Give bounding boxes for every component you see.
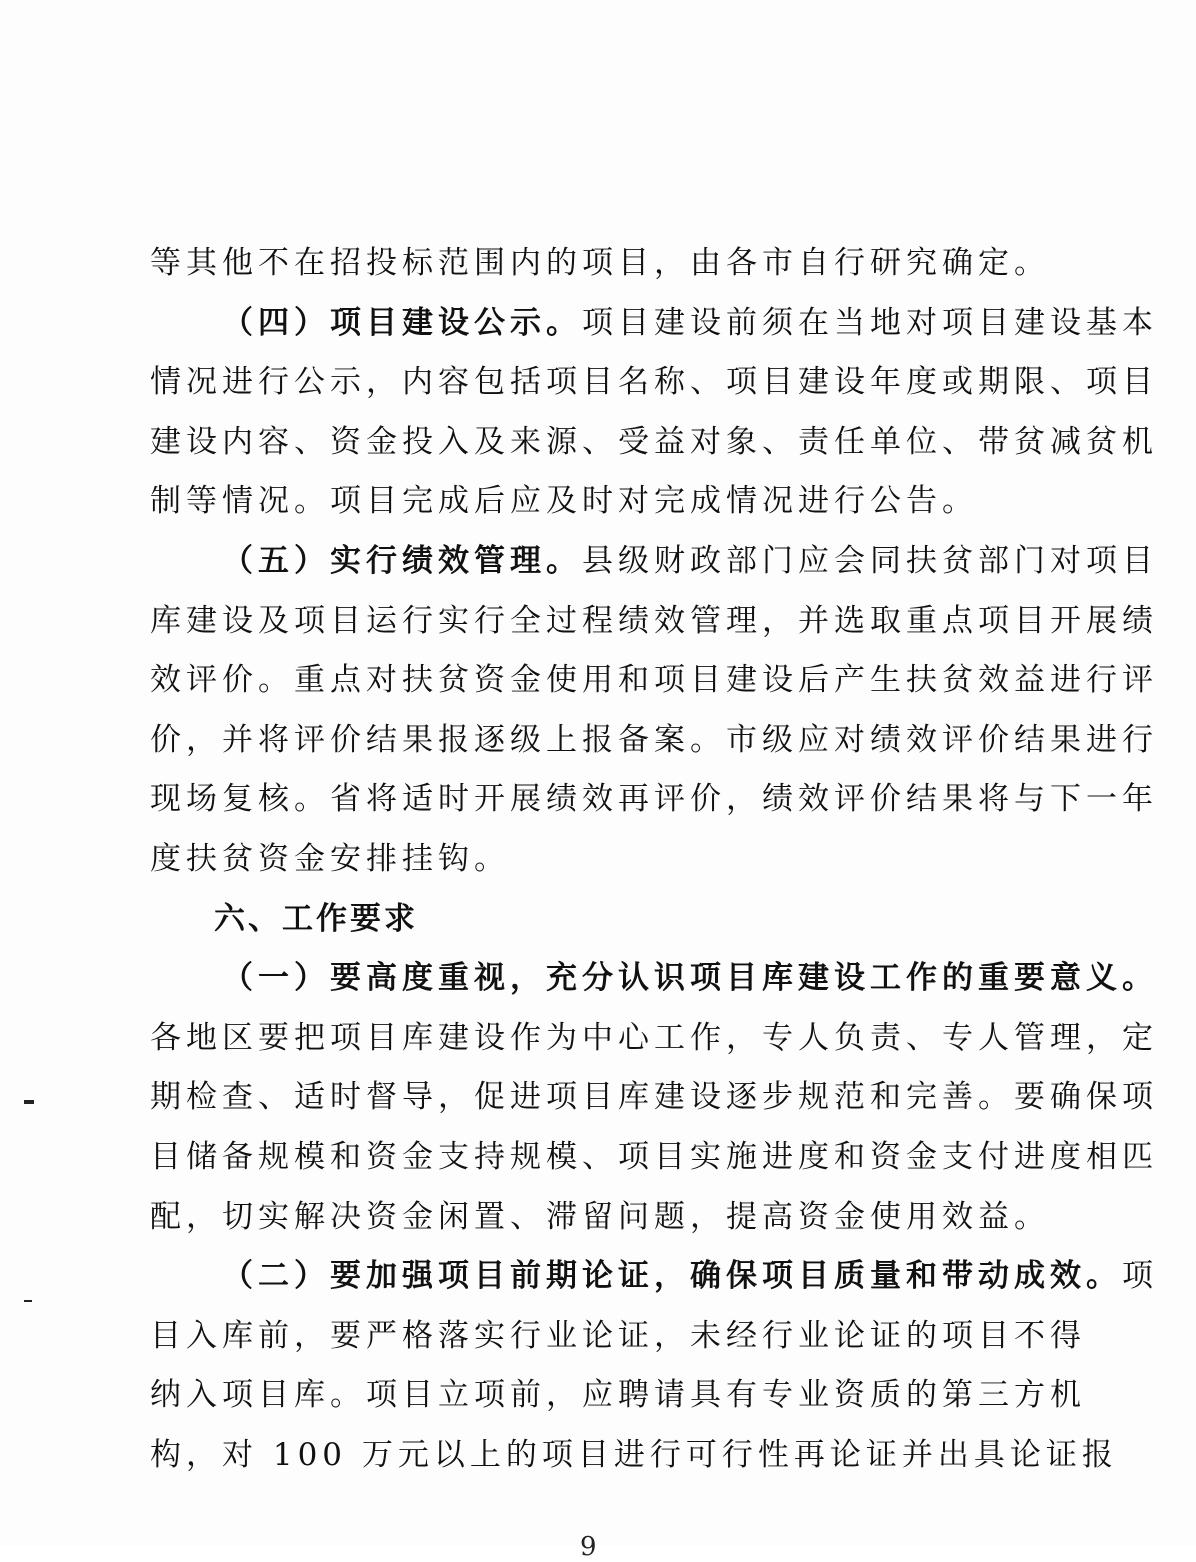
body-text (150, 234, 1158, 1485)
subsection-heading: （二）要加强项目前期论证，确保项目质量和带动成效。 (222, 1258, 1122, 1295)
paragraph-line (150, 1307, 1086, 1367)
line-text: 目储备规模和资金支持规模、项目实施进度和资金支付进度相匹 (150, 1138, 1158, 1175)
paragraph-line (150, 592, 1158, 652)
paragraph-line (150, 532, 1158, 592)
subsection-heading: （四）项目建设公示。 (222, 304, 582, 341)
paragraph-line (150, 234, 1050, 294)
line-text: 建设内容、资金投入及来源、受益对象、责任单位、带贫减贫机 (150, 423, 1158, 460)
line-text: 各地区要把项目库建设作为中心工作，专人负责、专人管理，定 (150, 1019, 1158, 1056)
line-text: 库建设及项目运行实行全过程绩效管理，并选取重点项目开展绩 (150, 602, 1158, 639)
paragraph-line (150, 1247, 1158, 1307)
section-heading: 六、工作要求 (214, 900, 418, 937)
paragraph-line (150, 294, 1158, 354)
paragraph-line (150, 413, 1158, 473)
line-text: 价，并将评价结果报逐级上报备案。市级应对绩效评价结果进行 (150, 721, 1158, 758)
line-text: 纳入项目库。项目立项前，应聘请具有专业资质的第三方机 (150, 1377, 1086, 1414)
line-text: 目入库前，要严格落实行业论证，未经行业论证的项目不得 (150, 1317, 1086, 1354)
margin-mark (24, 1300, 32, 1302)
line-text: 期检查、适时督导，促进项目库建设逐步规范和完善。要确保项 (150, 1079, 1158, 1116)
paragraph-line (150, 651, 1158, 711)
line-text: 等其他不在招投标范围内的项目，由各市自行研究确定。 (150, 245, 1050, 281)
line-text: 度扶贫资金安排挂钩。 (150, 840, 510, 877)
paragraph-line (150, 1009, 1158, 1069)
line-text: 构，对 100 万元以上的项目进行可行性再论证并出具论证报 (150, 1436, 1118, 1473)
paragraph-line (150, 770, 1158, 830)
paragraph-line (150, 472, 1040, 532)
paragraph-line (150, 1426, 1118, 1486)
subsection-heading: （五）实行绩效管理。 (222, 542, 582, 579)
line-text: 效评价。重点对扶贫资金使用和项目建设后产生扶贫效益进行评 (150, 662, 1158, 699)
line-text: 配，切实解决资金闲置、滞留问题，提高资金使用效益。 (150, 1198, 1050, 1235)
paragraph-line (150, 1068, 1158, 1128)
line-text: 制等情况。项目完成后应及时对完成情况进行公告。 (150, 483, 978, 520)
paragraph-line (150, 1188, 1050, 1248)
paragraph-line (150, 711, 1158, 771)
subsection-heading: （一）要高度重视，充分认识项目库建设工作的重要意义。 (222, 960, 1158, 997)
paragraph-line (150, 1128, 1158, 1188)
line-text: 县级财政部门应会同扶贫部门对项目 (582, 542, 1158, 579)
margin-mark (24, 1100, 34, 1104)
paragraph-line (150, 830, 1040, 890)
line-text: 情况进行公示，内容包括项目名称、项目建设年度或期限、项目 (150, 364, 1158, 401)
line-text: 现场复核。省将适时开展绩效再评价，绩效评价结果将与下一年 (150, 781, 1158, 818)
paragraph-line (150, 353, 1158, 413)
line-text: 项目建设前须在当地对项目建设基本 (582, 304, 1158, 341)
paragraph-line (150, 949, 1158, 1009)
page-number: 9 (580, 1532, 597, 1562)
paragraph-line (150, 1366, 1086, 1426)
line-text: 项 (1122, 1258, 1158, 1295)
section-heading-line (150, 890, 1040, 950)
